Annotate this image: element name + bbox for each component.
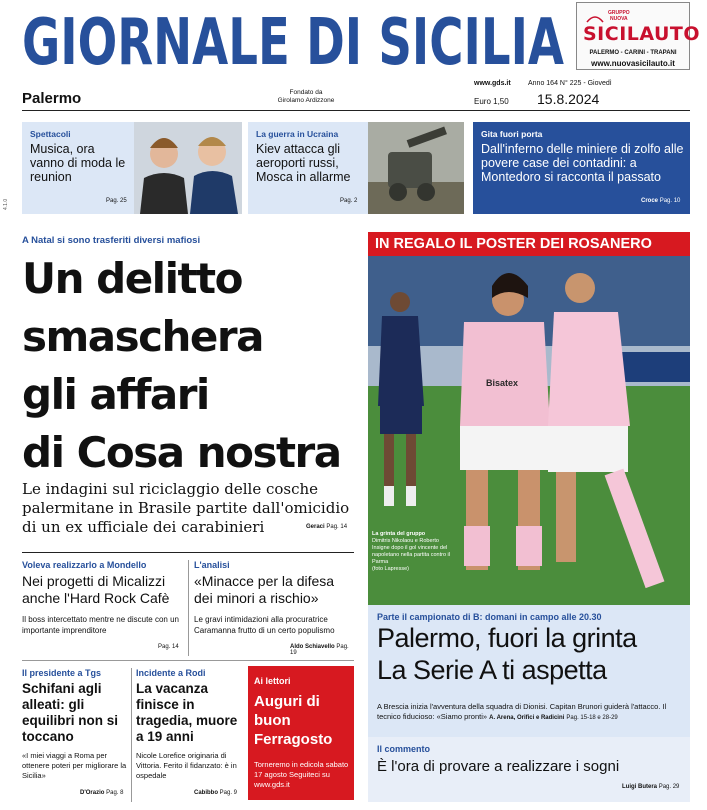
caption-title: La grinta del gruppo: [372, 531, 426, 537]
teaser-title: Kiev attacca gli aeroporti russi, Mosca in allarme: [256, 142, 351, 184]
story-schifani[interactable]: [22, 668, 128, 802]
lead-headline-line: smaschera: [22, 312, 263, 361]
story-title: «Minacce per la difesa dei minori a rischio»: [194, 573, 335, 606]
issue-number: Anno 164 N° 225 - Giovedì: [528, 80, 612, 87]
site-url[interactable]: www.gds.it: [474, 80, 511, 87]
reunion-photo: [134, 122, 242, 214]
lettori-kicker: Ai lettori: [254, 676, 291, 686]
lead-kicker: A Natal si sono trasferiti diversi mafiosi: [22, 235, 201, 246]
sport-page: Pag. 15-18 e 28-29: [566, 715, 618, 721]
section-rule: [22, 660, 354, 661]
story-body: Le gravi intimidazioni alla procuratrice Caramanna frutto di un certo populismo: [194, 615, 335, 635]
jersey-sponsor: Bisatex: [486, 378, 519, 388]
sport-headline: [377, 622, 692, 686]
advert-brand: SICILAUTO: [583, 23, 701, 45]
teaser-page: Pag. 10: [659, 198, 681, 204]
teaser-author: Croce: [641, 198, 659, 204]
teaser-kicker: La guerra in Ucraina: [256, 129, 339, 139]
lead-rule: [22, 552, 354, 553]
story-kicker: Il presidente a Tgs: [22, 668, 102, 678]
teaser-credit: [641, 198, 680, 204]
teaser-spettacoli[interactable]: [22, 122, 134, 214]
column-divider: [131, 668, 132, 802]
sport-headline-2: La Serie A ti aspetta: [377, 655, 607, 685]
commento-credit: [622, 784, 679, 790]
lead-deck: Le indagini sul riciclaggio delle cosche palermitane in Brasile partite dall'omicidio di un ex ufficiale dei carabinieri: [22, 480, 350, 536]
teaser-gita[interactable]: [473, 122, 690, 214]
sport-headline-1: Palermo, fuori la grinta: [377, 623, 637, 653]
story-kicker: Voleva realizzarlo a Mondello: [22, 560, 147, 570]
commento-page: Pag. 29: [658, 784, 680, 790]
story-body: Nicole Lorefice originaria di Vittoria. Ferito il fidanzato: è in ospedale: [136, 751, 237, 780]
teaser-page: Pag. 25: [106, 198, 127, 204]
teaser-kicker: Spettacoli: [30, 129, 71, 139]
advert-places: PALERMO - CARINI - TRAPANI: [589, 50, 677, 56]
story-author: Aldo Schiavello: [290, 644, 335, 650]
sport-body-text: A Brescia inizia l'avventura della squadra di Dionisi. Capitan Brunori guiderà l'attacco. Il tecnico fiducioso: «Siamo pronti»: [377, 702, 667, 721]
lead-page: Pag. 14: [326, 524, 348, 530]
story-page: Pag. 19: [290, 644, 349, 656]
lead-headline[interactable]: [22, 250, 362, 482]
sport-authors: A. Arena, Orifici e Radicini: [489, 715, 565, 721]
founded-note: [266, 89, 346, 105]
commento-kicker: Il commento: [377, 744, 431, 754]
founded-line-2: Girolamo Ardizzone: [277, 97, 335, 104]
story-author: Cabibbo: [194, 790, 218, 796]
teaser-ucraina[interactable]: [248, 122, 368, 214]
advert-sicilauto[interactable]: [576, 2, 701, 70]
story-author: D'Orazio: [80, 790, 105, 796]
advert-url: www.nuovasicilauto.it: [591, 59, 675, 68]
story-credit: [290, 644, 354, 656]
lettori-body: Torneremo in edicola sabato 17 agosto Seguiteci su www.gds.it: [254, 760, 349, 789]
teaser-kicker: Gita fuori porta: [481, 129, 543, 139]
story-kicker: Incidente a Rodi: [136, 668, 206, 678]
lead-credit: [306, 524, 347, 530]
founded-line-1: Fondato da: [289, 89, 323, 96]
advert-group: GRUPPO NUOVA: [608, 10, 630, 22]
teaser-page: Pag. 2: [340, 198, 358, 204]
story-title: La vacanza finisce in tragedia, muore a 19 anni: [136, 681, 238, 744]
poster-banner[interactable]: IN REGALO IL POSTER DEI ROSANERO: [368, 232, 690, 256]
story-credit: [80, 790, 123, 796]
story-mondello[interactable]: [22, 560, 184, 656]
lead-headline-line: di Cosa nostra: [22, 428, 341, 477]
sport-body: [377, 702, 687, 723]
story-page: Pag. 8: [106, 790, 124, 796]
ukraine-photo: [368, 122, 464, 214]
photo-caption: [372, 531, 450, 573]
story-title: Nei progetti di Micalizzi anche l'Hard Rock Cafè: [22, 573, 170, 606]
lead-headline-line: gli affari: [22, 370, 209, 419]
lead-author: Geraci: [306, 524, 325, 530]
masthead-rule: [22, 110, 690, 111]
car-logo-icon: [585, 11, 605, 21]
story-body: Il boss intercettato mentre ne discute con un importante imprenditore: [22, 615, 179, 635]
lettori-title: Auguri di buon Ferragosto: [254, 693, 333, 748]
teaser-title: Dall'inferno delle miniere di zolfo alle povere case dei contadini: a Montedoro si racconta il passato: [481, 142, 684, 184]
story-credit: [194, 790, 237, 796]
story-body: «I miei viaggi a Roma per ottenere poteri per migliorare la Sicilia»: [22, 751, 127, 780]
sport-kicker: Parte il campionato di B: domani in campo alle 20.30: [377, 612, 602, 622]
column-divider: [188, 560, 189, 656]
price: Euro 1,50: [474, 97, 509, 106]
edition-city: Palermo: [22, 90, 82, 107]
masthead-logo[interactable]: [22, 2, 567, 72]
issue-date: 15.8.2024: [537, 91, 600, 107]
story-rodi[interactable]: [136, 668, 242, 802]
caption-body: Dimitris Nikolaou e Roberto Insigne dopo il gol vincente del napoletano nella partita contro il Parma: [372, 538, 450, 565]
lead-headline-line: Un delitto: [22, 254, 242, 303]
story-title: Schifani agli alleati: gli equilibri non si toccano: [22, 681, 119, 744]
masthead-title: GIORNALE DI SICILIA: [22, 6, 565, 72]
story-analisi[interactable]: [194, 560, 354, 656]
story-page: Pag. 14: [158, 644, 179, 650]
box-lettori[interactable]: [248, 666, 354, 800]
caption-credit: (foto Lapresse): [372, 566, 409, 572]
side-code: 4.1.0: [3, 198, 9, 210]
story-kicker: L'analisi: [194, 560, 230, 570]
commento-title: È l'ora di provare a realizzare i sogni: [377, 758, 620, 775]
story-page: Pag. 9: [219, 790, 238, 796]
teaser-title: Musica, ora vanno di moda le reunion: [30, 142, 126, 184]
commento-author: Luigi Butera: [622, 784, 658, 790]
